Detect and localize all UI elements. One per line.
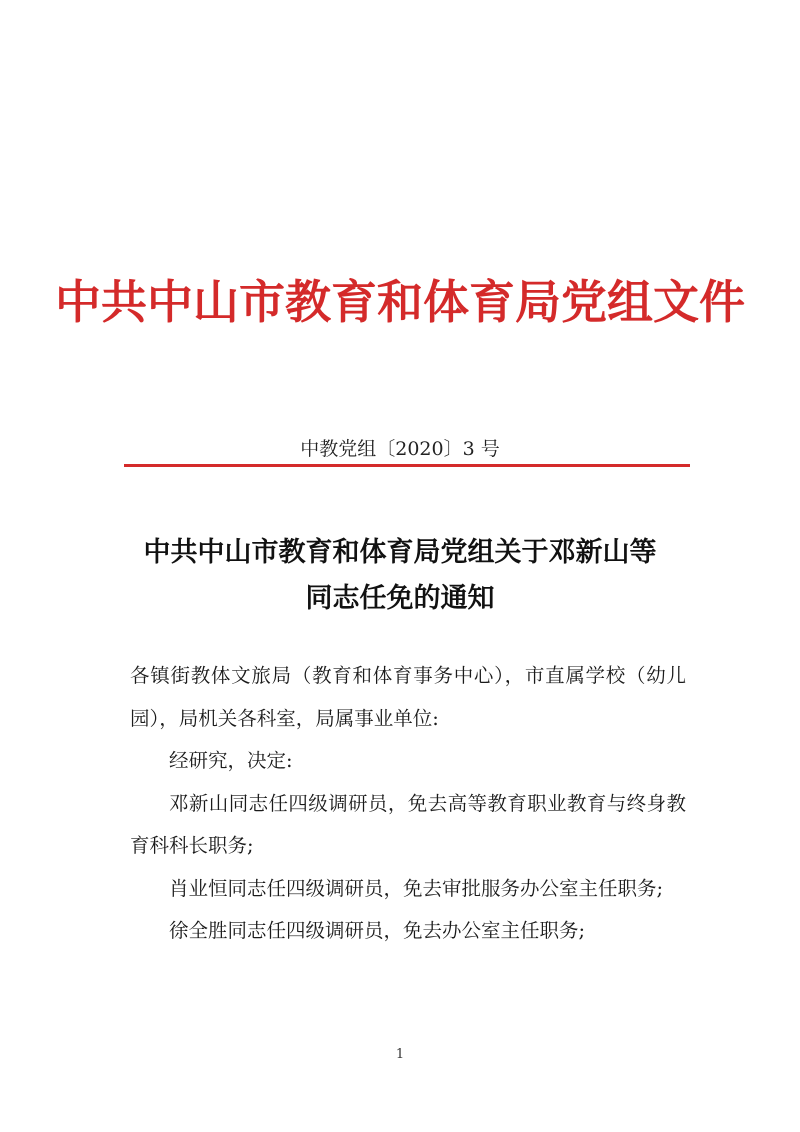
body-paragraph: 肖业恒同志任四级调研员，免去审批服务办公室主任职务; bbox=[169, 876, 664, 900]
red-divider-line bbox=[124, 464, 690, 467]
page-number: 1 bbox=[395, 1047, 405, 1062]
addressee-paragraph: 各镇街教体文旅局（教育和体育事务中心），市直属学校（幼儿园），局机关各科室，局属事业单位: bbox=[130, 664, 686, 730]
document-title-line-2: 同志任免的通知 bbox=[305, 583, 495, 614]
body-paragraph: 徐全胜同志任四级调研员，免去办公室主任职务; bbox=[169, 919, 586, 942]
document-title bbox=[0, 530, 800, 622]
body-paragraph: 邓新山同志任四级调研员，免去高等教育职业教育与终身教育科科长职务; bbox=[130, 791, 686, 857]
document-title-line-1: 中共中山市教育和体育局党组关于邓新山等 bbox=[143, 537, 657, 568]
body-paragraph: 经研究，决定: bbox=[169, 749, 293, 772]
document-body bbox=[130, 655, 686, 953]
masthead-title: 中共中山市教育和体育局党组文件 bbox=[55, 275, 745, 329]
document-number: 中教党组〔2020〕3 号 bbox=[300, 438, 500, 460]
